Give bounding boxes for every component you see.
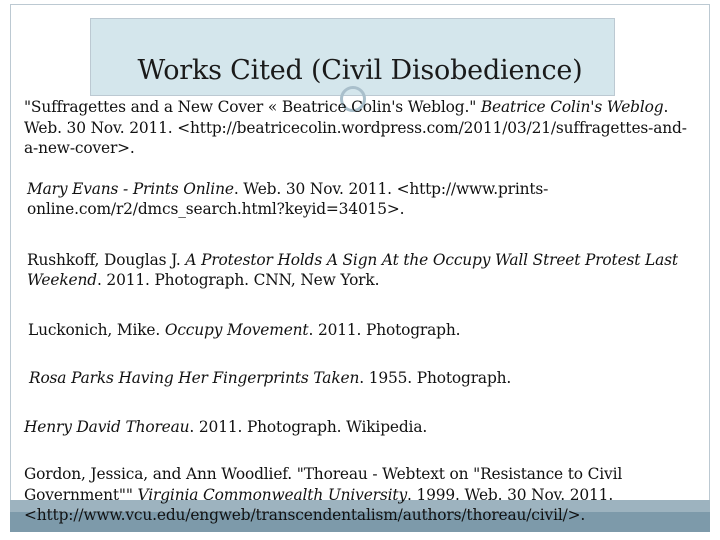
citation-text: "Suffragettes and a New Cover « Beatrice Colin's Weblog." xyxy=(24,98,481,116)
citation-text: Luckonich, Mike. xyxy=(28,320,165,339)
slide-title: Works Cited (Civil Disobedience) xyxy=(137,55,583,86)
citation-text: . 2011. Photograph. xyxy=(308,320,461,339)
citation-source: Beatrice Colin's Weblog xyxy=(480,98,664,116)
citation-entry xyxy=(24,250,696,291)
works-cited-list xyxy=(24,97,696,526)
citation-text: Rushkoff, Douglas J. xyxy=(27,250,186,269)
citation-entry xyxy=(24,368,696,389)
citation-text: . 2011. Photograph. CNN, New York. xyxy=(96,271,380,289)
citation-entry xyxy=(24,179,696,220)
citation-text: . 1955. Photograph. xyxy=(359,369,512,387)
citation-entry xyxy=(24,97,696,159)
citation-entry xyxy=(24,417,696,438)
citation-text: . 2011. Photograph. Wikipedia. xyxy=(189,417,428,436)
citation-text: . Web. 30 Nov. 2011. <http://beatricecolin.wordpress.com/2011/03/21/suffragettes-and-a-new-cover>. xyxy=(24,98,687,157)
citation-source: Rosa Parks Having Her Fingerprints Taken xyxy=(29,369,360,387)
citation-text: Gordon, Jessica, and Ann Woodlief. "Thoreau - Webtext on "Resistance to Civil Government"" xyxy=(24,465,623,504)
citation-source: Occupy Movement xyxy=(164,320,309,339)
citation-source: Mary Evans - Prints Online xyxy=(27,179,234,198)
citation-entry xyxy=(24,464,696,526)
citation-source: Virginia Commonwealth University xyxy=(137,485,407,504)
citation-text: . Web. 30 Nov. 2011. <http://www.prints-online.com/r2/dmcs_search.html?keyid=34015>. xyxy=(27,179,549,218)
citation-text: . 1999. Web. 30 Nov. 2011. <http://www.vcu.edu/engweb/transcendentalism/authors/thoreau/civil/>. xyxy=(24,485,614,524)
citation-source: Henry David Thoreau xyxy=(24,417,190,436)
citation-entry xyxy=(24,320,696,341)
citation-source: A Protestor Holds A Sign At the Occupy Wall Street Protest Last Weekend xyxy=(27,250,678,289)
